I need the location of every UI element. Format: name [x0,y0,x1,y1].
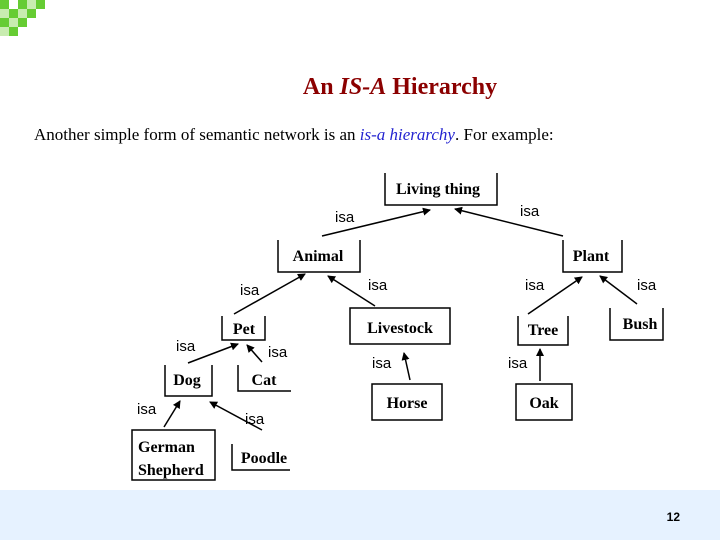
node-animal [278,240,360,272]
intro-after: . For example: [454,125,554,144]
edge-dog-pet [188,344,238,363]
isa-label-poodle: isa [245,411,265,428]
isa-label-german-shepherd: isa [137,401,157,418]
label-cat: Cat [251,372,277,389]
isa-label-tree: isa [525,277,545,294]
label-animal: Animal [292,248,344,265]
isa-label-animal: isa [335,209,355,226]
label-livestock: Livestock [367,320,433,337]
label-plant: Plant [572,248,610,265]
node-poodle [232,444,290,470]
isa-label-dog: isa [176,338,196,355]
label-bush: Bush [622,316,658,333]
isa-label-bush: isa [637,277,657,294]
title-prefix: An [302,74,340,100]
label-living-thing: Living thing [395,181,481,198]
node-bush [610,308,663,340]
node-plant [563,240,622,272]
intro-term: is-a hierarchy [359,125,455,144]
edge-german-shepherd-dog [164,401,180,427]
node-tree [518,316,568,345]
node-oak [516,384,572,420]
node-dog [165,365,212,396]
label-horse: Horse [386,395,428,412]
isa-label-livestock: isa [368,277,388,294]
title-italic: IS-A [339,74,387,100]
node-cat [238,365,291,391]
label-shepherd: Shepherd [138,462,204,479]
slide-number: 12 [666,510,680,524]
isa-label-oak: isa [508,355,528,372]
edge-plant-living-thing [455,209,563,236]
label-tree: Tree [527,322,559,339]
node-livestock [350,308,450,344]
title-suffix: Hierarchy [386,74,498,100]
label-poodle: Poodle [240,450,288,467]
isa-label-horse: isa [372,355,392,372]
node-living-thing [385,173,497,205]
label-german: German [138,439,195,456]
node-german-shepherd [132,430,215,480]
edge-bush-plant [600,276,637,304]
isa-label-pet: isa [240,282,260,299]
isa-label-plant: isa [520,203,540,220]
label-oak: Oak [529,395,559,412]
edge-horse-livestock [404,353,410,380]
edge-cat-pet [247,345,262,362]
intro-before: Another simple form of semantic network is an [34,125,360,144]
node-horse [372,384,442,420]
label-pet: Pet [232,321,256,338]
footer-bar [0,490,720,540]
label-dog: Dog [173,372,201,389]
node-pet [222,316,265,340]
isa-label-cat: isa [268,344,288,361]
